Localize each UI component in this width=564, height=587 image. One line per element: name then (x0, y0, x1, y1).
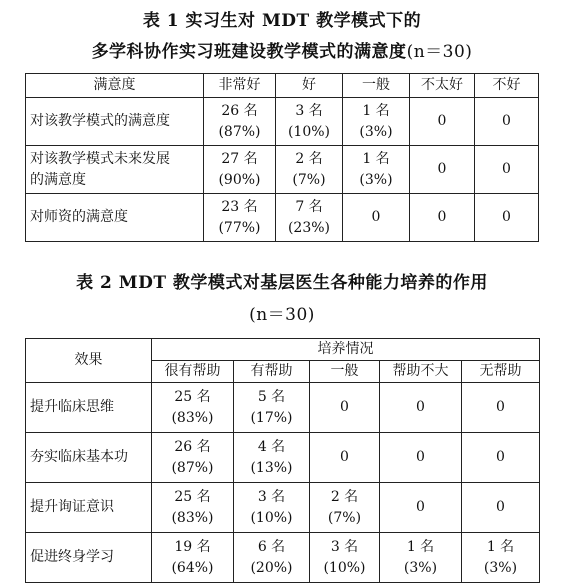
table-row (26, 483, 540, 533)
row-label: 对该教学模式的满意度 (26, 98, 204, 146)
table-cell: 0 (462, 483, 540, 533)
table-cell (234, 483, 310, 533)
table-cell (204, 98, 276, 146)
table-cell: 0 (410, 146, 475, 194)
table1-header: 不太好 (410, 74, 475, 98)
table1-header-row (26, 74, 539, 98)
table1-title-line2 (0, 37, 564, 62)
table1-header: 好 (276, 74, 343, 98)
cell-percent: (3%) (359, 123, 393, 140)
table2 (25, 338, 540, 583)
table1-header: 不好 (475, 74, 539, 98)
cell-count: 5 名 (257, 388, 286, 405)
cell-count: 1 名 (362, 102, 390, 119)
table-cell (204, 146, 276, 194)
cell-count: 25 名 (174, 488, 211, 505)
row-label-line: 对该教学模式未来发展 (30, 150, 170, 167)
cell-count: 2 名 (330, 488, 359, 505)
cell-count: 1 名 (406, 538, 435, 555)
cell-count: 25 名 (174, 388, 211, 405)
cell-percent: (23%) (287, 219, 331, 236)
table2-header-row-1 (26, 339, 540, 361)
table-cell (234, 533, 310, 583)
table2-title-line1: 表 2 MDT 教学模式对基层医生各种能力培养的作用 (76, 273, 488, 293)
row-label: 提升询证意识 (26, 483, 152, 533)
table-row (26, 194, 539, 242)
table2-header: 帮助不大 (380, 361, 462, 383)
row-label: 夯实临床基本功 (26, 433, 152, 483)
cell-percent: (7%) (292, 171, 326, 188)
cell-count: 1 名 (362, 150, 390, 167)
cell-percent: (20%) (250, 559, 293, 576)
cell-percent: (7%) (327, 509, 362, 526)
table-cell (276, 98, 343, 146)
cell-count: 26 名 (174, 438, 211, 455)
table2-header-effect: 效果 (26, 339, 152, 383)
table-cell (152, 383, 234, 433)
table-cell: 0 (343, 194, 410, 242)
table-cell: 0 (462, 433, 540, 483)
table2-header: 一般 (310, 361, 380, 383)
table2-header: 很有帮助 (152, 361, 234, 383)
cell-count: 27 名 (221, 150, 258, 167)
table1 (25, 73, 539, 242)
cell-percent: (87%) (218, 123, 261, 140)
cell-percent: (17%) (250, 409, 293, 426)
table1-header: 满意度 (26, 74, 204, 98)
cell-count: 4 名 (257, 438, 286, 455)
table-row (26, 98, 539, 146)
cell-percent: (3%) (403, 559, 438, 576)
table2-header: 无帮助 (462, 361, 540, 383)
table1-header: 一般 (343, 74, 410, 98)
table-cell (462, 533, 540, 583)
cell-percent: (3%) (359, 171, 393, 188)
cell-percent: (87%) (171, 459, 214, 476)
table-row (26, 533, 540, 583)
table-row (26, 383, 540, 433)
cell-count: 6 名 (257, 538, 286, 555)
table2-header: 有帮助 (234, 361, 310, 383)
table-cell (276, 194, 343, 242)
cell-percent: (64%) (171, 559, 214, 576)
table-cell: 0 (410, 194, 475, 242)
cell-count: 7 名 (295, 198, 323, 215)
table-cell: 0 (310, 383, 380, 433)
cell-count: 3 名 (330, 538, 359, 555)
cell-count: 2 名 (295, 150, 323, 167)
table2-title-line2: (n＝30) (249, 305, 315, 325)
cell-count: 19 名 (174, 538, 211, 555)
table-cell (380, 533, 462, 583)
table-cell (310, 533, 380, 583)
table1-header: 非常好 (204, 74, 276, 98)
cell-count: 26 名 (221, 102, 258, 119)
table1-title-line1: 表 1 实习生对 MDT 教学模式下的 (142, 11, 422, 31)
table-cell (276, 146, 343, 194)
cell-count: 3 名 (295, 102, 323, 119)
table-row (26, 433, 540, 483)
row-label (26, 146, 204, 194)
table-cell: 0 (380, 483, 462, 533)
cell-percent: (90%) (218, 171, 261, 188)
table-cell (152, 433, 234, 483)
row-label-line: 的满意度 (30, 171, 86, 188)
cell-percent: (77%) (218, 219, 261, 236)
cell-percent: (3%) (483, 559, 518, 576)
cell-percent: (10%) (323, 559, 366, 576)
cell-percent: (83%) (171, 509, 214, 526)
table-cell (343, 146, 410, 194)
table-cell (234, 383, 310, 433)
table-cell (343, 98, 410, 146)
table-cell (152, 533, 234, 583)
cell-percent: (10%) (287, 123, 331, 140)
table-cell (234, 433, 310, 483)
cell-count: 3 名 (257, 488, 286, 505)
table-cell: 0 (475, 194, 539, 242)
row-label: 对师资的满意度 (26, 194, 204, 242)
cell-percent: (13%) (250, 459, 293, 476)
table-cell: 0 (380, 433, 462, 483)
table-cell: 0 (462, 383, 540, 433)
table2-header-group: 培养情况 (152, 339, 540, 361)
cell-percent: (83%) (171, 409, 214, 426)
table-cell (152, 483, 234, 533)
table1-title-n: (n＝30) (406, 42, 473, 62)
table-cell: 0 (410, 98, 475, 146)
table-cell (204, 194, 276, 242)
table-row (26, 146, 539, 194)
table-cell: 0 (475, 98, 539, 146)
table-cell: 0 (380, 383, 462, 433)
cell-percent: (10%) (250, 509, 293, 526)
cell-count: 1 名 (486, 538, 515, 555)
table1-title-main: 多学科协作实习班建设教学模式的满意度 (91, 42, 407, 62)
cell-count: 23 名 (221, 198, 258, 215)
table-cell: 0 (310, 433, 380, 483)
row-label: 促进终身学习 (26, 533, 152, 583)
table-cell: 0 (475, 146, 539, 194)
row-label: 提升临床思维 (26, 383, 152, 433)
table-cell (310, 483, 380, 533)
